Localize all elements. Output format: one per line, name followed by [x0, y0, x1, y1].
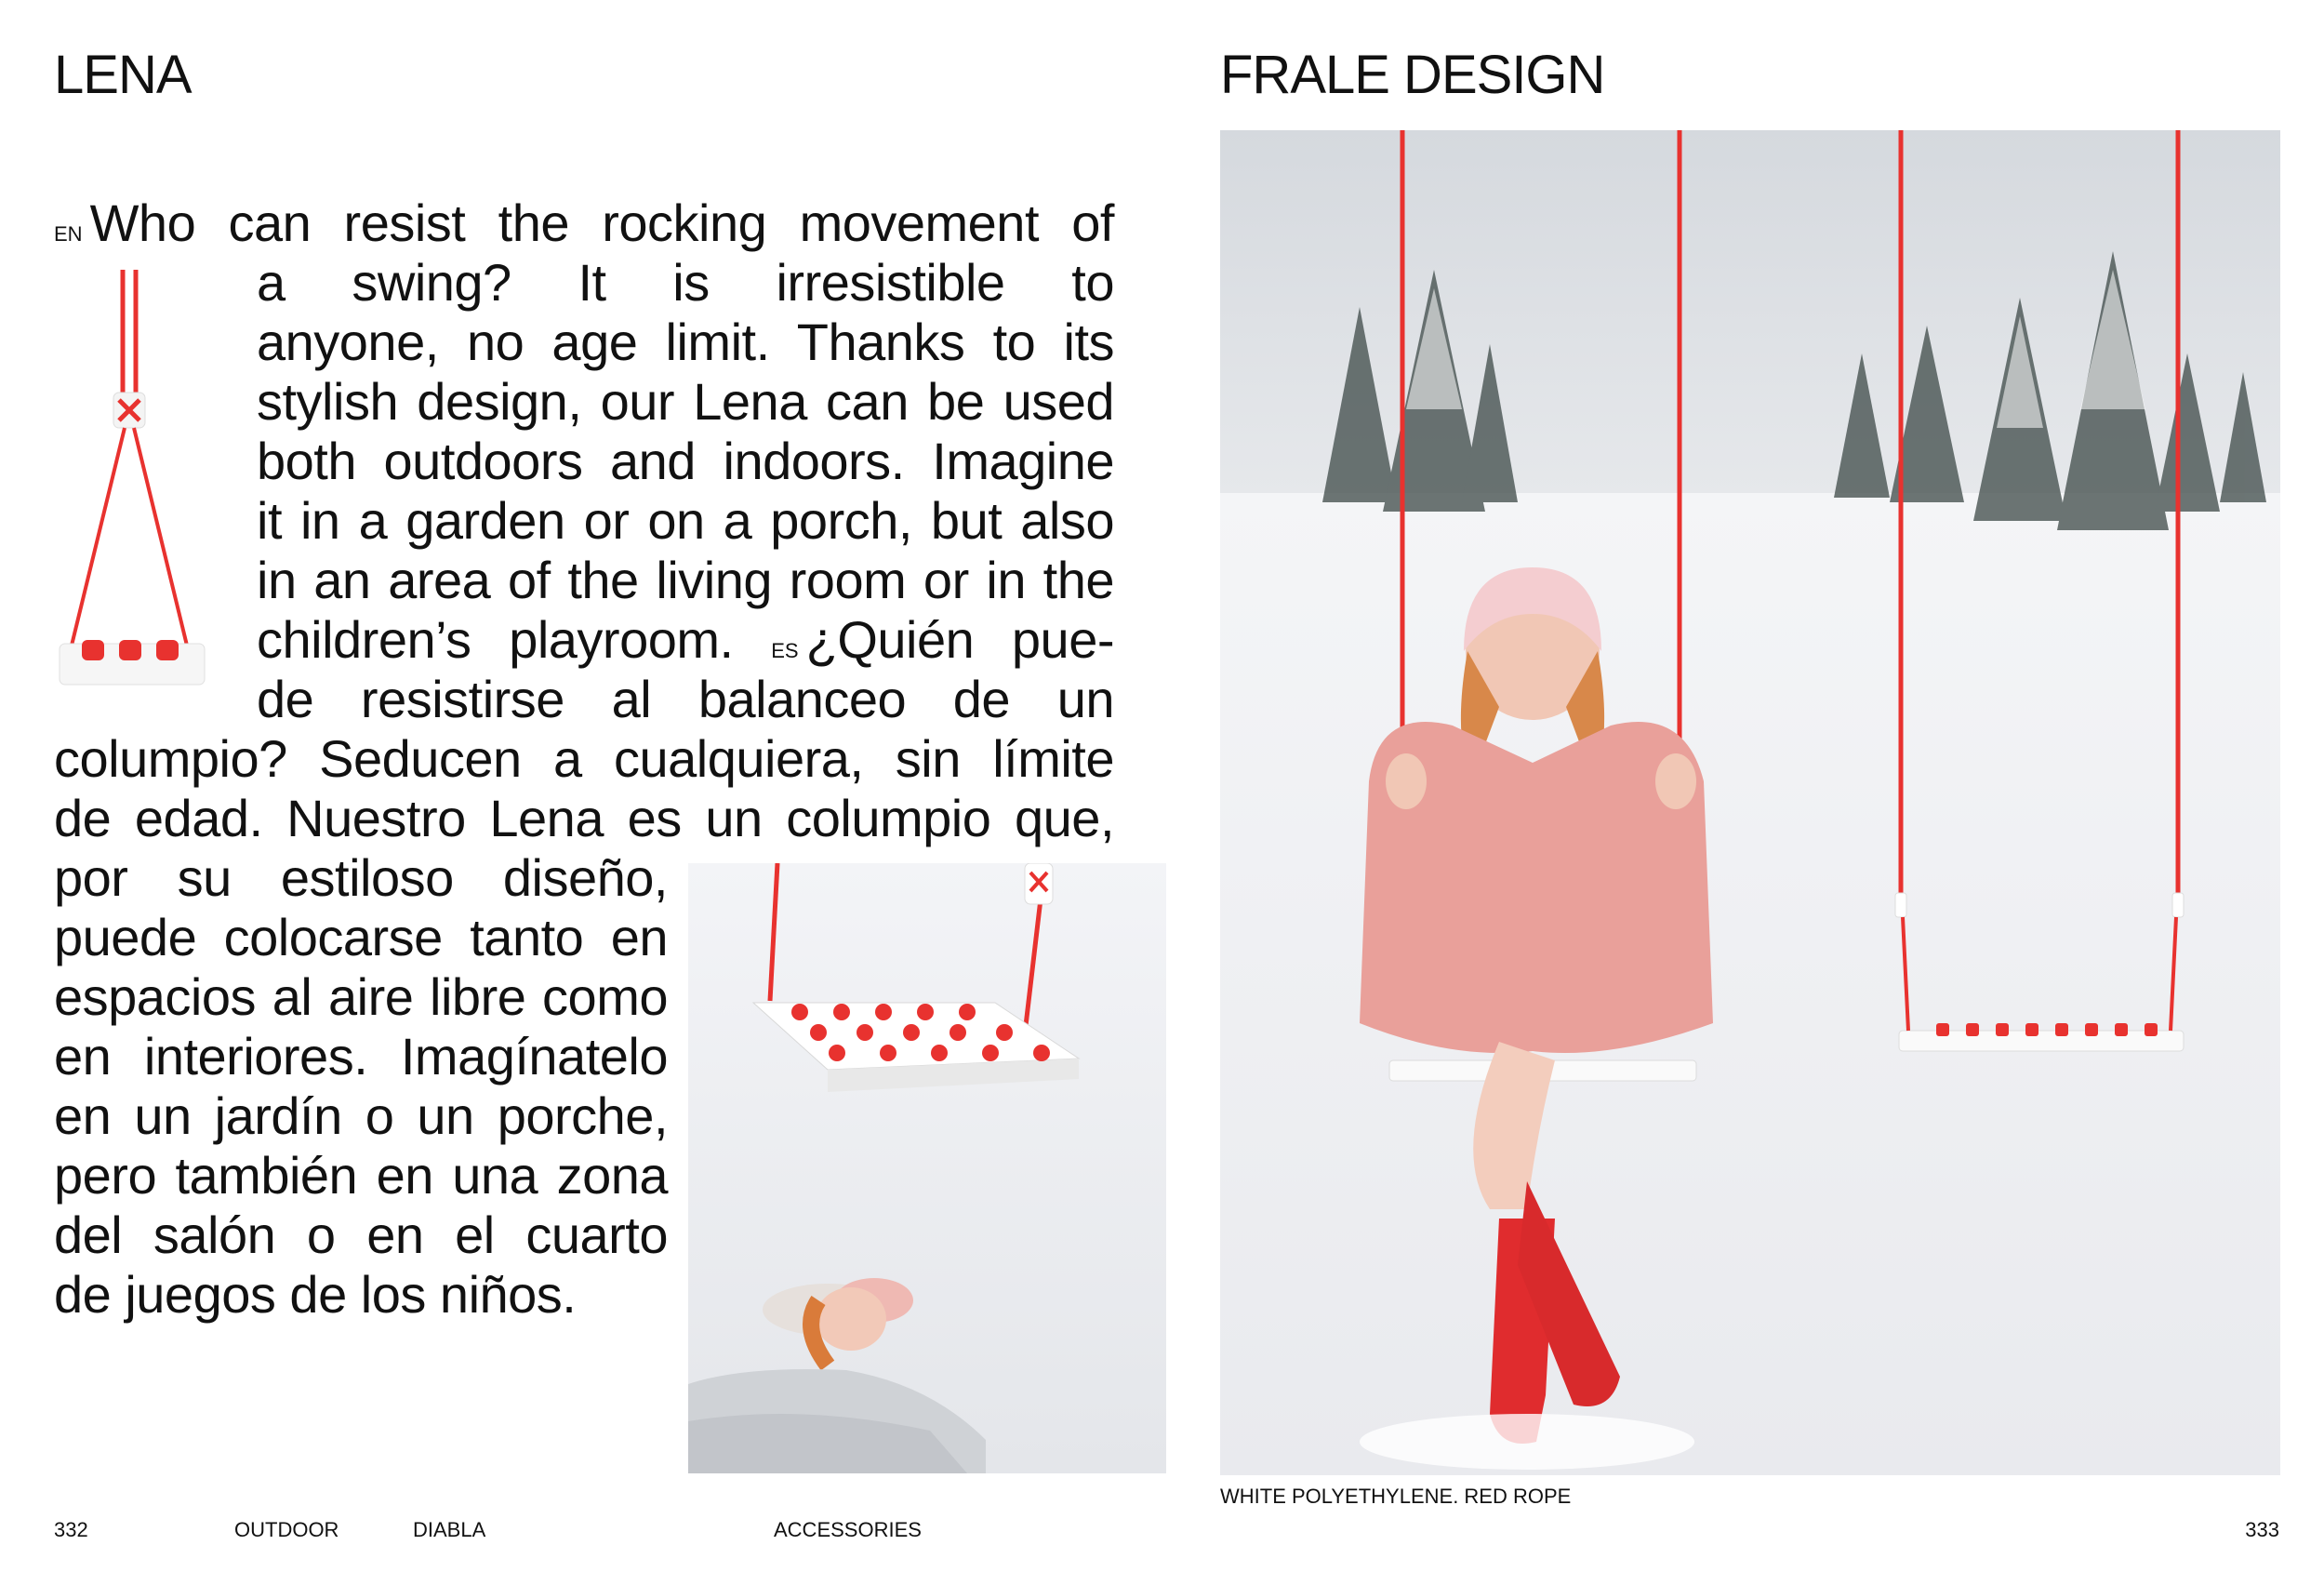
- text-full-block: [54, 729, 1114, 848]
- text-line: anyone, no age limit. Thanks to its: [257, 313, 1114, 371]
- footer-brand-label: DIABLA: [413, 1518, 486, 1541]
- text-line: de edad. Nuestro Lena es un columpio que,: [54, 789, 1114, 847]
- text-en-first-line: [54, 193, 1114, 253]
- text-line: pero también en una zona: [54, 1146, 668, 1205]
- text-line: both outdoors and indoors. Imagine: [257, 432, 1114, 490]
- photo-caption: WHITE POLYETHYLENE. RED ROPE: [1220, 1485, 1572, 1508]
- designer-title: FRALE DESIGN: [1220, 45, 1605, 105]
- photo-woman-on-swing: [1220, 130, 2280, 1475]
- text-line: en un jardín o un porche,: [54, 1086, 668, 1145]
- text-line: columpio? Seducen a cualquiera, sin límite: [54, 729, 1114, 788]
- product-title: LENA: [54, 45, 192, 105]
- text-line: puede colocarse tanto en: [54, 908, 668, 966]
- text-narrow-block: [54, 848, 668, 1325]
- text-line-mixed: [257, 610, 1114, 670]
- footer-category-label: ACCESSORIES: [774, 1518, 922, 1541]
- page-number-left: 332: [54, 1518, 88, 1541]
- text-line: por su estiloso diseño,: [54, 848, 668, 907]
- language-tag-en: EN: [54, 222, 83, 246]
- text-line: in an area of the living room or in the: [257, 551, 1114, 609]
- swing-product-thumbnail: [56, 270, 214, 698]
- text-line: de juegos de los niños.: [54, 1265, 577, 1324]
- text-line: de resistirse al balanceo de un: [257, 670, 1114, 728]
- page-number-right: 333: [2245, 1518, 2279, 1541]
- text-line: Who can resist the rocking movement of: [89, 193, 1114, 252]
- text-line: del salón o en el cuarto: [54, 1205, 668, 1264]
- text-segment: ¿Quién pue-: [805, 610, 1114, 669]
- text-line: espacios al aire libre como: [54, 967, 668, 1026]
- text-wrapped-block: [257, 253, 1114, 729]
- text-segment: children’s playroom.: [257, 610, 734, 669]
- footer-section-label: OUTDOOR: [234, 1518, 339, 1541]
- text-line: en interiores. Imagínatelo: [54, 1027, 668, 1086]
- photo-swing-in-snow: [688, 863, 1166, 1473]
- text-line: a swing? It is irresistible to: [257, 253, 1114, 312]
- text-line: stylish design, our Lena can be used: [257, 372, 1114, 431]
- text-line: it in a garden or on a porch, but also: [257, 491, 1114, 550]
- language-tag-es: ES: [771, 639, 799, 662]
